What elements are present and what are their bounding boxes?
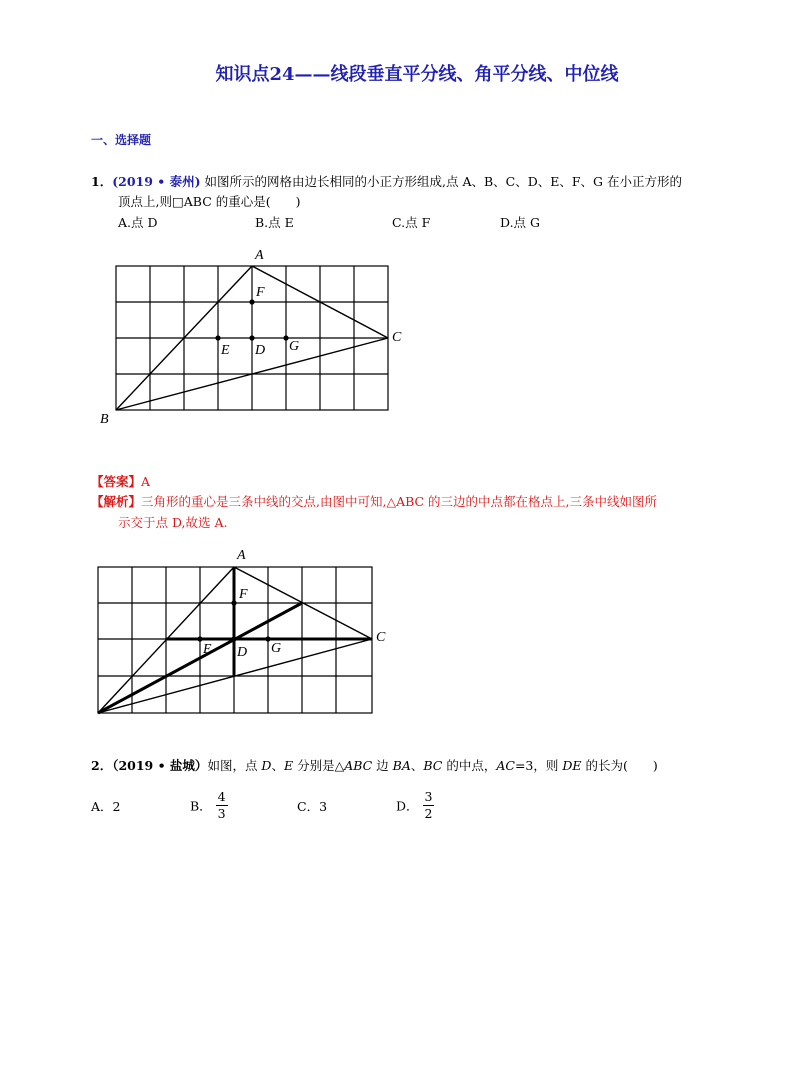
- q1-label-g: G: [289, 339, 300, 354]
- q2-stem: [91, 756, 658, 774]
- q2-text-b: 分别是△: [293, 758, 345, 773]
- q1-source: (2019 • 泰州): [112, 174, 201, 189]
- q1-label-d: D: [255, 343, 266, 358]
- q2-var-bc: BC: [423, 758, 443, 773]
- q1-number: 1．: [91, 174, 113, 189]
- q1-stem-line2: 顶点上,则□ABC 的重心是( ): [118, 194, 301, 209]
- q2-text-g: 的长为( ): [581, 758, 658, 773]
- analysis-tag: 【解析】: [91, 494, 142, 509]
- section-heading: 一、选择题: [91, 133, 152, 147]
- q2-text-sep: 、: [271, 758, 284, 773]
- q1-label-a: A: [255, 248, 264, 263]
- q2-option-b: [190, 789, 228, 822]
- q2-option-a: A．2: [91, 799, 121, 814]
- solution-label-g: G: [271, 641, 282, 656]
- solution-label-e: E: [203, 642, 212, 657]
- q1-option-c: C.点 F: [392, 215, 431, 230]
- answer-value: A: [141, 474, 151, 489]
- q2-option-b-label: B．: [190, 798, 212, 814]
- q2-option-d-numerator: 3: [424, 789, 433, 804]
- q1-label-f: F: [256, 285, 265, 300]
- q2-source: （2019 • 盐城）: [112, 758, 208, 773]
- solution-label-f: F: [239, 587, 248, 602]
- q2-var-d: D: [261, 758, 272, 773]
- q1-option-a: A.点 D: [118, 215, 158, 230]
- q1-label-b: B: [100, 412, 109, 427]
- solution-label-a: A: [237, 548, 246, 563]
- q1-stem-text1: 如图所示的网格由边长相同的小正方形组成,点 A、B、C、D、E、F、G 在小正方形的: [204, 174, 683, 189]
- answer-tag: 【答案】: [91, 474, 142, 489]
- q2-option-d-label: D．: [396, 798, 419, 814]
- q2-text-c: 边: [372, 758, 393, 773]
- q2-text-d: 、: [410, 758, 424, 773]
- solution-label-c: C: [376, 630, 386, 645]
- q2-var-de: DE: [562, 758, 582, 773]
- q1-analysis-line2: 示交于点 D,故选 A.: [118, 515, 228, 530]
- q2-option-b-denominator: 3: [217, 806, 226, 821]
- q2-text-a: 如图，点: [207, 758, 262, 773]
- q1-label-c: C: [392, 330, 402, 345]
- solution-label-d: D: [237, 645, 248, 660]
- analysis-text1: 三角形的重心是三条中线的交点,由图中可知,△ABC 的三边的中点都在格点上,三条中线如图所: [141, 494, 658, 509]
- q2-var-ba: BA: [392, 758, 411, 773]
- q1-option-d: D.点 G: [500, 215, 541, 230]
- q2-text-e: 的中点，: [442, 758, 497, 773]
- q2-text-f: =3，则: [514, 758, 563, 773]
- q2-option-b-fraction: [216, 789, 228, 822]
- q2-option-d-fraction: [423, 789, 435, 822]
- q2-var-e: E: [283, 758, 294, 773]
- q2-option-c: C．3: [297, 799, 328, 814]
- q2-option-d: [396, 789, 434, 822]
- q2-var-ac: AC: [496, 758, 515, 773]
- page-title: 知识点24——线段垂直平分线、角平分线、中位线: [215, 64, 619, 85]
- q2-option-b-numerator: 4: [217, 789, 226, 804]
- q1-label-e: E: [221, 343, 230, 358]
- q2-option-d-denominator: 2: [424, 806, 433, 821]
- q2-number: 2．: [91, 758, 113, 773]
- q2-var-abc: ABC: [344, 758, 373, 773]
- q1-option-b: B.点 E: [255, 215, 294, 230]
